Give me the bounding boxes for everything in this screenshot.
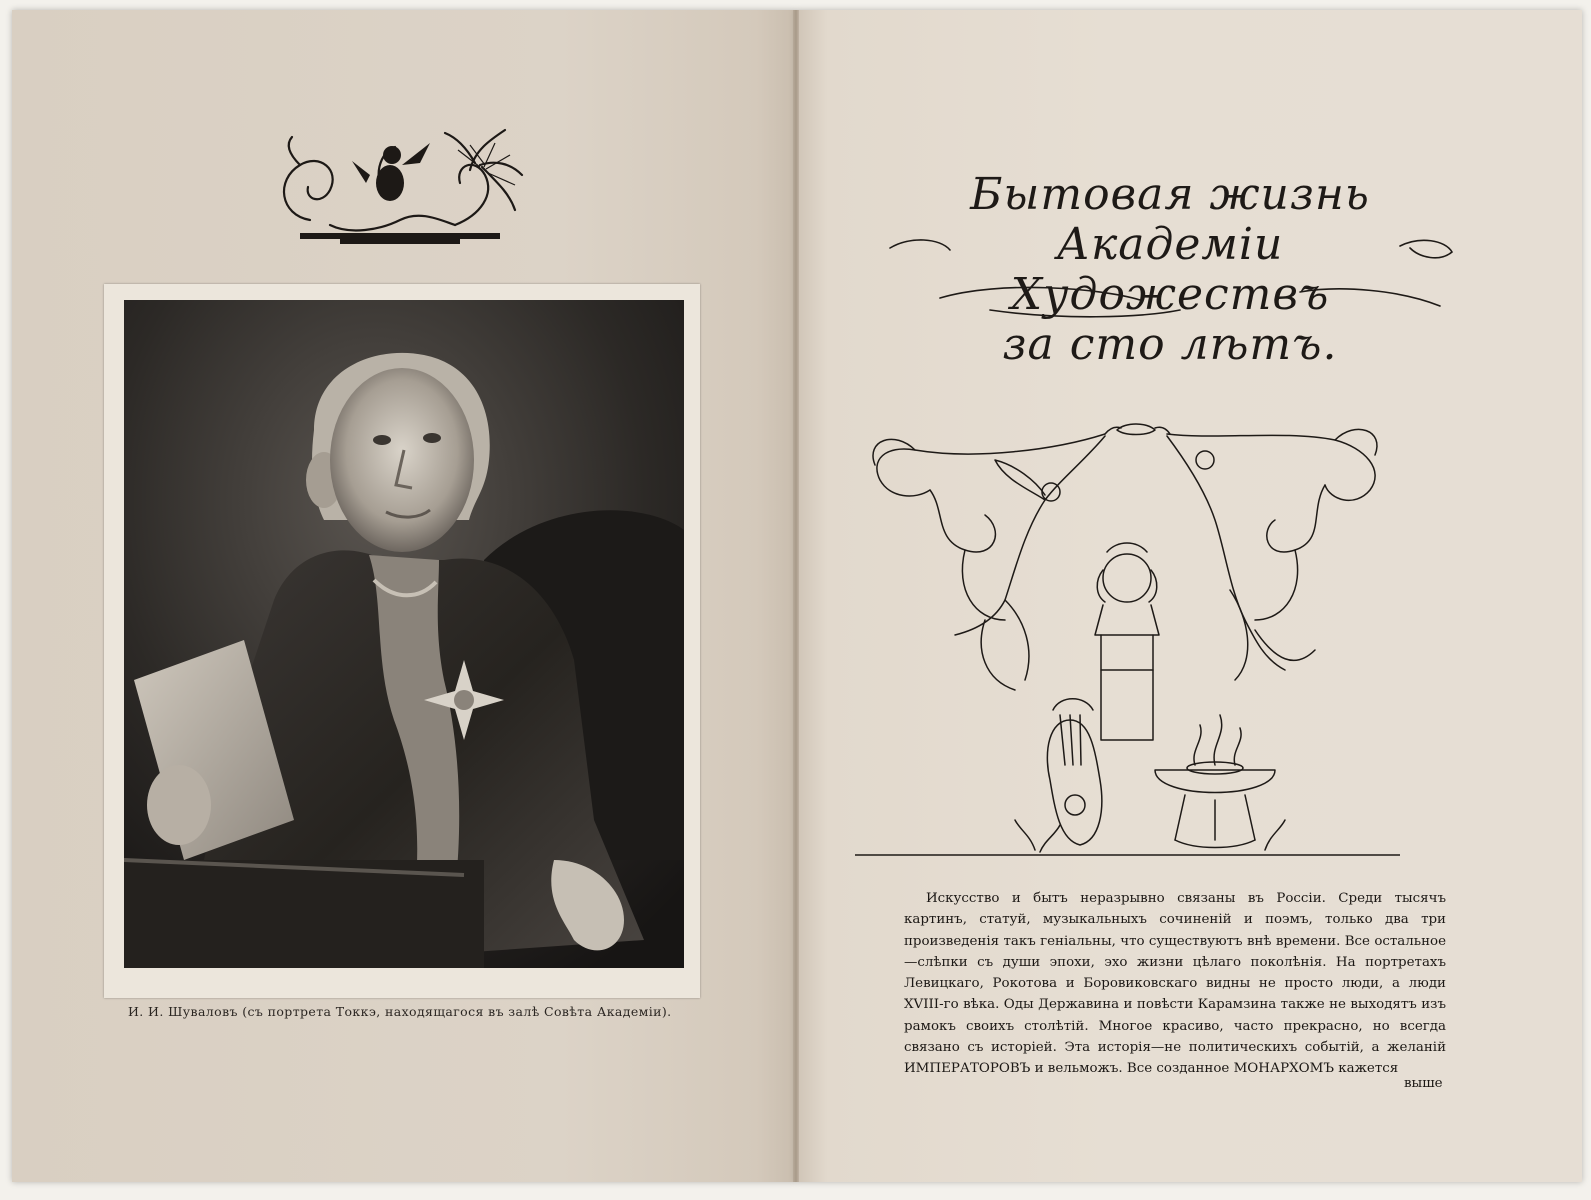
catchword: выше [1404,1076,1443,1091]
portrait-plate [104,284,700,998]
portrait-engraving-icon [124,300,684,968]
rococo-cherub-vignette-icon [270,125,530,250]
title-line-1: Бытовая жизнь [970,169,1370,220]
title-line-2: Академіи Художествъ [1010,219,1330,320]
portrait-caption: И. И. Шуваловъ (съ портрета Токкэ, находящагося въ залѣ Совѣта Академіи). [128,1004,672,1019]
page-title [890,170,1450,370]
allegorical-illustration-icon [855,420,1400,860]
body-text [904,888,1446,1080]
body-paragraph: Искусство и бытъ неразрывно связаны въ Россіи. Среди тысячъ картинъ, статуй, музыкальныхъ сочиненій и поэмъ, только два три произведенія такъ геніальны, что существуютъ внѣ времени. Все остальное—слѣпки съ души эпохи, эхо жизни цѣлаго поколѣнія. На портретахъ Левицкаго, Рокотова и Боровиковскаго видны не просто люди, а люди XVIII-го вѣка. Оды Державина и повѣсти Карамзина также не выходятъ изъ рамокъ своихъ столѣтій. Многое красиво, часто прекрасно, но всегда связано съ исторіей. Эта исторія—не политическихъ событій, а желаній ИМПЕРАТОРОВЪ и вельможъ. Все созданное МОНАРХОМЪ кажется [904,891,1446,1077]
title-line-3: за сто лѣтъ. [1002,319,1338,370]
book-gutter [793,10,799,1182]
